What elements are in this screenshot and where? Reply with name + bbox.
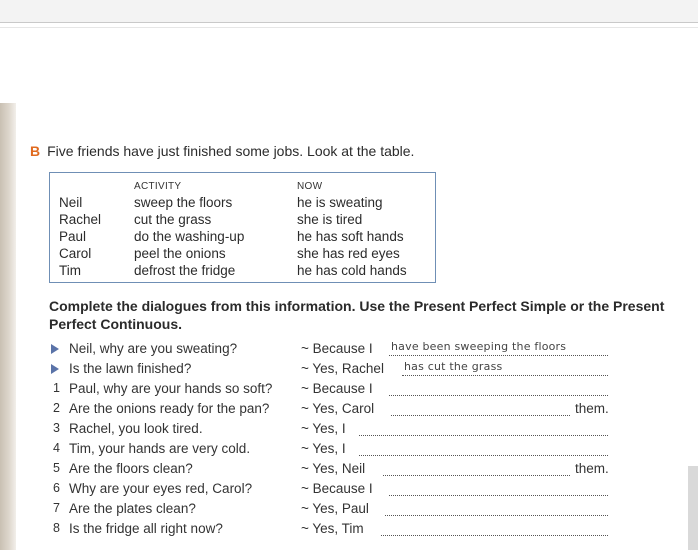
answer-start: ~ Yes, Paul bbox=[301, 501, 369, 516]
row-name: Rachel bbox=[59, 212, 102, 227]
question: Tim, your hands are very cold. bbox=[69, 441, 251, 456]
answer-start: ~ Yes, I bbox=[301, 421, 346, 436]
answer-start: ~ Yes, Tim bbox=[301, 521, 364, 536]
question: Is the lawn finished? bbox=[69, 361, 192, 376]
item-number: 7 bbox=[53, 501, 60, 515]
question: Paul, why are your hands so soft? bbox=[69, 381, 273, 396]
question: Why are your eyes red, Carol? bbox=[69, 481, 253, 496]
example-arrow-icon bbox=[51, 344, 59, 354]
dialogue-example-1 bbox=[0, 341, 698, 361]
item-number: 2 bbox=[53, 401, 60, 415]
row-now: he is sweating bbox=[297, 195, 383, 210]
exercise-heading-text: Five friends have just finished some jobs. Look at the table. bbox=[47, 143, 415, 159]
example-arrow-icon bbox=[51, 364, 59, 374]
answer-blank[interactable] bbox=[359, 441, 608, 456]
dialogue-2 bbox=[0, 401, 698, 421]
answer-start: ~ Yes, Neil bbox=[301, 461, 366, 476]
dialogue-3 bbox=[0, 421, 698, 441]
item-number: 3 bbox=[53, 421, 60, 435]
answer-start: ~ Because I bbox=[301, 481, 373, 496]
item-number: 8 bbox=[53, 521, 60, 535]
answer-start: ~ Yes, Rachel bbox=[301, 361, 384, 376]
table-row bbox=[50, 263, 435, 280]
answer-start: ~ Because I bbox=[301, 341, 373, 356]
question: Is the fridge all right now? bbox=[69, 521, 223, 536]
question: Are the plates clean? bbox=[69, 501, 196, 516]
answer-blank[interactable] bbox=[391, 401, 570, 416]
row-now: she has red eyes bbox=[297, 246, 400, 261]
answer-blank[interactable] bbox=[383, 461, 570, 476]
row-now: he has soft hands bbox=[297, 229, 404, 244]
row-activity: defrost the fridge bbox=[134, 263, 236, 278]
table-row bbox=[50, 229, 435, 246]
instructions: Complete the dialogues from this information. Use the Present Perfect Simple or the Present Perfect Continuous. bbox=[49, 298, 665, 332]
row-name: Paul bbox=[59, 229, 87, 244]
answer-blank[interactable] bbox=[359, 421, 608, 436]
question: Are the floors clean? bbox=[69, 461, 193, 476]
row-name: Carol bbox=[59, 246, 92, 261]
item-number: 1 bbox=[53, 381, 60, 395]
answer-start: ~ Yes, Carol bbox=[301, 401, 375, 416]
row-name: Neil bbox=[59, 195, 83, 210]
jobs-table bbox=[49, 172, 436, 283]
row-name: Tim bbox=[59, 263, 81, 278]
handwritten-answer: has cut the grass bbox=[404, 360, 503, 373]
column-header-activity: ACTIVITY bbox=[134, 181, 182, 192]
answer-start: ~ Because I bbox=[301, 381, 373, 396]
viewer-divider bbox=[0, 27, 698, 28]
dialogue-8 bbox=[0, 521, 698, 541]
dialogue-4 bbox=[0, 441, 698, 461]
table-row bbox=[50, 195, 435, 212]
handwritten-answer: have been sweeping the floors bbox=[391, 340, 567, 353]
dialogue-5 bbox=[0, 461, 698, 481]
table-row bbox=[50, 246, 435, 263]
dialogue-example-2 bbox=[0, 361, 698, 381]
table-row bbox=[50, 212, 435, 229]
item-number: 4 bbox=[53, 441, 60, 455]
column-header-now: NOW bbox=[297, 181, 323, 192]
answer-blank[interactable] bbox=[389, 481, 608, 496]
answer-end: them. bbox=[575, 461, 609, 476]
answer-blank[interactable] bbox=[389, 381, 608, 396]
row-activity: cut the grass bbox=[134, 212, 212, 227]
question: Neil, why are you sweating? bbox=[69, 341, 238, 356]
question: Rachel, you look tired. bbox=[69, 421, 203, 436]
answer-blank[interactable] bbox=[385, 501, 608, 516]
item-number: 5 bbox=[53, 461, 60, 475]
question: Are the onions ready for the pan? bbox=[69, 401, 270, 416]
row-activity: peel the onions bbox=[134, 246, 226, 261]
exercise-heading bbox=[30, 143, 414, 159]
row-now: he has cold hands bbox=[297, 263, 407, 278]
dialogue-7 bbox=[0, 501, 698, 521]
answer-blank[interactable] bbox=[381, 521, 608, 536]
answer-end: them. bbox=[575, 401, 609, 416]
item-number: 6 bbox=[53, 481, 60, 495]
answer-start: ~ Yes, I bbox=[301, 441, 346, 456]
dialogue-1 bbox=[0, 381, 698, 401]
row-now: she is tired bbox=[297, 212, 363, 227]
exercise-letter: B bbox=[30, 143, 41, 159]
row-activity: do the washing-up bbox=[134, 229, 245, 244]
viewer-top-bar bbox=[0, 0, 698, 23]
dialogue-6 bbox=[0, 481, 698, 501]
row-activity: sweep the floors bbox=[134, 195, 233, 210]
